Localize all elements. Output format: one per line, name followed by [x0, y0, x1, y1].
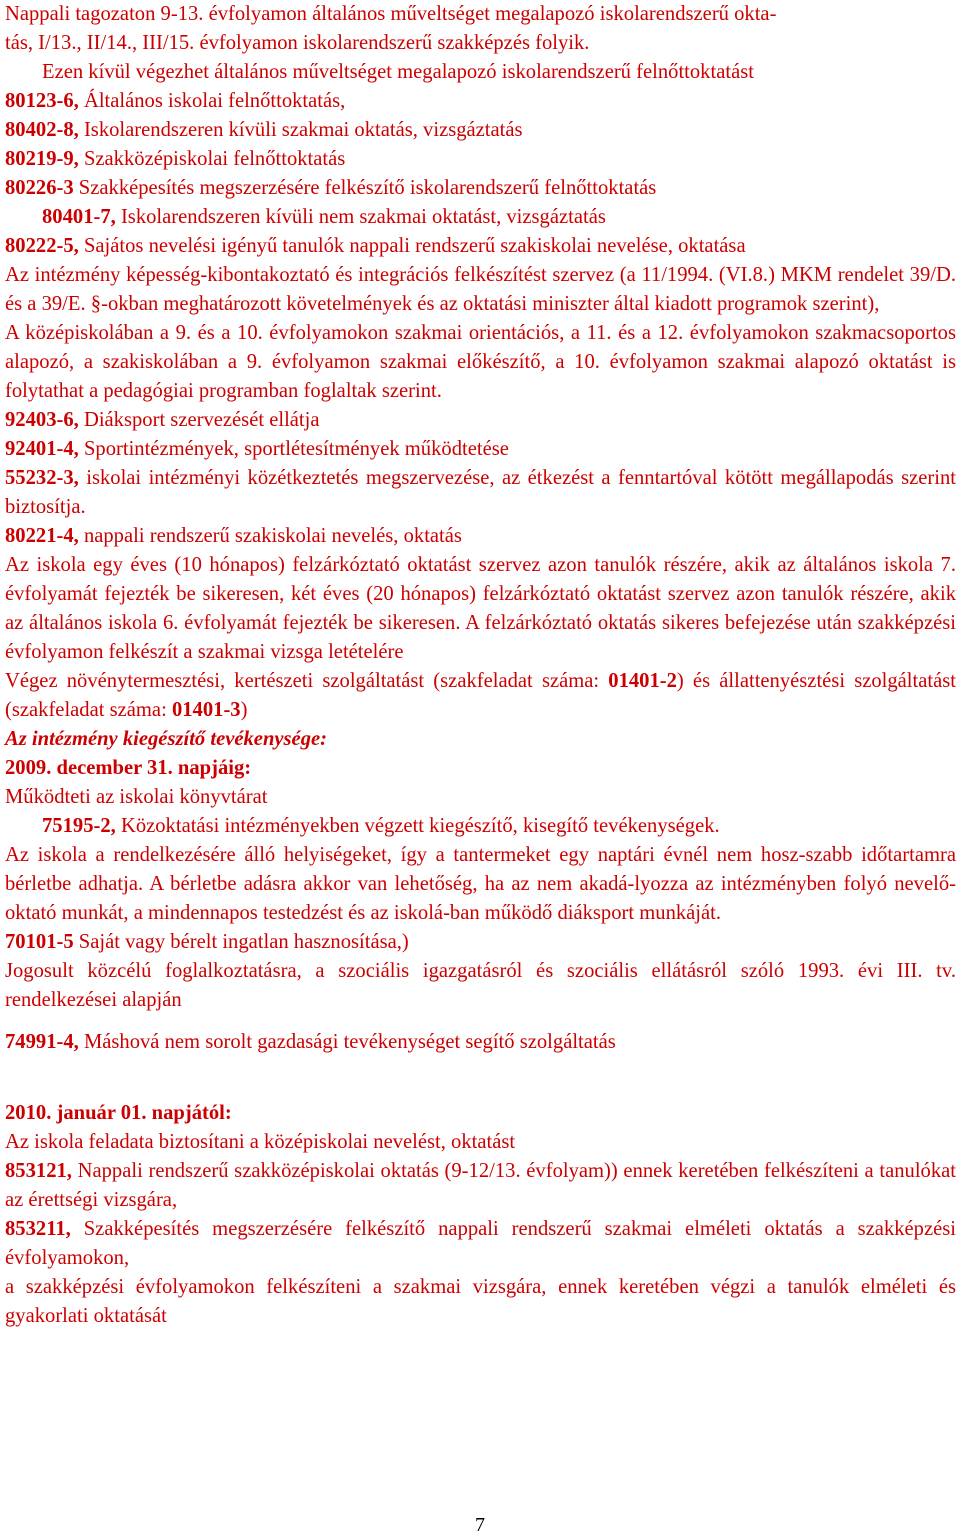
supplementary-activities-heading: Az intézmény kiegészítő tevékenysége:: [5, 728, 327, 750]
activity-item: [5, 232, 956, 261]
services-text: Végez növénytermesztési, kertészeti szolgáltatást (szakfeladat száma:: [5, 670, 609, 692]
activity-text: Iskolarendszeren kívüli nem szakmai oktatást, vizsgáztatás: [115, 206, 606, 228]
intro-line-2: tás, I/13., II/14., III/15. évfolyamon iskolarendszerű szakképzés folyik.: [5, 32, 590, 54]
activity-code: 80401-7,: [42, 206, 116, 228]
catch-up-paragraph: Az iskola egy éves (10 hónapos) felzárkóztató oktatást szervez azon tanulók részére, akik az általános iskola 7. évfolyamát fejezték be sikeresen, két éves (20 hónapos) felzárkóztató oktatást szervez azon tanulók részére, akik az általános iskola 6. évfolyamát fejezték be sikeresen. A felzárkóztató oktatás sikeres befejezése után szakképzési évfolyamon felkészít a szakmai vizsga letételére: [5, 554, 956, 663]
final-paragraph: a szakképzési évfolyamokon felkészíteni a szakmai vizsgára, ennek keretében végzi a tanulók elméleti és gyakorlati oktatását: [5, 1276, 956, 1327]
activity-code: 80402-8,: [5, 119, 79, 141]
integration-paragraph: Az intézmény képesség-kibontakoztató és integrációs felkészítést szervez (a 11/1994. (VI.8.) MKM rendelet 39/D. és a 39/E. §-okban meghatározott követelmények és az oktatási miniszter által kiadott programok szerint),: [5, 264, 956, 315]
activity-code: 853211,: [5, 1218, 71, 1240]
document-body: [5, 0, 956, 1331]
activity-code: 75195-2,: [42, 815, 116, 837]
activity-text: Sajátos nevelési igényű tanulók nappali rendszerű szakiskolai nevelése, oktatása: [78, 235, 746, 257]
activity-item: [5, 1157, 956, 1215]
activity-text: Sportintézmények, sportlétesítmények működtetése: [78, 438, 509, 460]
rental-paragraph: Az iskola a rendelkezésére álló helyiségeket, így a tantermeket egy naptári évnél nem hosz-szabb időtartamra bérletbe adhatja. A bérletbe adásra akkor van lehetőség, ha az nem akadá-lyozza az intézményben folyó nevelő-oktató munkát, a mindennapos testedzést és az iskolá-ban működő diáksport munkáját.: [5, 844, 956, 924]
activity-item: [5, 812, 956, 841]
activity-text: iskolai intézményi közétkeztetés megszervezése, az étkezést a fenntartóval kötött megállapodás szerint biztosítja.: [5, 467, 956, 518]
activity-text: Máshová nem sorolt gazdasági tevékenységet segítő szolgáltatás: [78, 1031, 616, 1053]
activity-code: 80221-4,: [5, 525, 79, 547]
services-text: ) és állattenyésztési szolgáltatást (szakfeladat száma:: [5, 670, 956, 721]
activity-text: Szakközépiskolai felnőttoktatás: [78, 148, 346, 170]
activity-code: 80226-3: [5, 177, 74, 199]
library-line: Működteti az iskolai könyvtárat: [5, 786, 268, 808]
activity-item: [5, 1215, 956, 1273]
activity-code: 92403-6,: [5, 409, 79, 431]
activity-item: [5, 406, 956, 435]
activity-code: 01401-2: [608, 670, 677, 692]
activity-text: Szakképesítés megszerzésére felkészítő nappali rendszerű szakmai elméleti oktatás a szakképzési évfolyamokon,: [5, 1218, 956, 1269]
activity-text: Diáksport szervezését ellátja: [78, 409, 320, 431]
activity-code: 853121,: [5, 1160, 72, 1182]
activity-item: [5, 1028, 956, 1057]
activity-code: 01401-3: [171, 699, 241, 721]
activity-code: 74991-4,: [5, 1031, 79, 1053]
services-paragraph: [5, 667, 956, 725]
page-number: 7: [475, 1514, 485, 1536]
activity-item: [5, 87, 956, 116]
activity-item: [5, 116, 956, 145]
activity-text: nappali rendszerű szakiskolai nevelés, oktatás: [78, 525, 462, 547]
services-text: ): [240, 699, 248, 721]
activity-item: [5, 928, 956, 957]
activity-text: Saját vagy bérelt ingatlan hasznosítása,): [73, 931, 409, 953]
activity-code: 55232-3,: [5, 467, 79, 489]
activity-text: Közoktatási intézményekben végzett kiegészítő, kisegítő tevékenységek.: [115, 815, 720, 837]
date-heading-2010: 2010. január 01. napjától:: [5, 1102, 232, 1124]
activity-item: [5, 435, 956, 464]
activity-text: Szakképesítés megszerzésére felkészítő iskolarendszerű felnőttoktatás: [73, 177, 657, 199]
intro-line-1: Nappali tagozaton 9-13. évfolyamon általános műveltséget megalapozó iskolarendszerű okta-: [5, 3, 777, 25]
adult-education-intro: Ezen kívül végezhet általános műveltséget megalapozó iskolarendszerű felnőttoktatást: [42, 61, 754, 83]
activity-item: [5, 174, 956, 203]
activity-item: [5, 464, 956, 522]
orientation-paragraph: A középiskolában a 9. és a 10. évfolyamokon szakmai orientációs, a 11. és a 12. évfolyamokon szakmacsoportos alapozó, a szakiskolában a 9. évfolyamon szakmai előkészítő, a 10. évfolyamon szakmai alapozó oktatást is folytathat a pedagógiai programban foglaltak szerint.: [5, 322, 956, 402]
activity-text: Nappali rendszerű szakközépiskolai oktatás (9-12/13. évfolyam)) ennek keretében felkészíteni a tanulókat az érettségi vizsgára,: [5, 1160, 956, 1211]
activity-code: 92401-4,: [5, 438, 79, 460]
activity-code: 80123-6,: [5, 90, 79, 112]
activity-item: [5, 145, 956, 174]
activity-item: [5, 203, 956, 232]
activity-code: 80222-5,: [5, 235, 79, 257]
activity-text: Iskolarendszeren kívüli szakmai oktatás, vizsgáztatás: [78, 119, 523, 141]
public-employment-paragraph: Jogosult közcélú foglalkoztatásra, a szociális igazgatásról és szociális ellátásról szóló 1993. évi III. tv. rendelkezései alapján: [5, 960, 956, 1011]
activity-text: Általános iskolai felnőttoktatás,: [78, 90, 346, 112]
date-heading-2009: 2009. december 31. napjáig:: [5, 757, 252, 779]
activity-item: [5, 522, 956, 551]
activity-code: 80219-9,: [5, 148, 79, 170]
activity-code: 70101-5: [5, 931, 74, 953]
task-line: Az iskola feladata biztosítani a középiskolai nevelést, oktatást: [5, 1131, 516, 1153]
